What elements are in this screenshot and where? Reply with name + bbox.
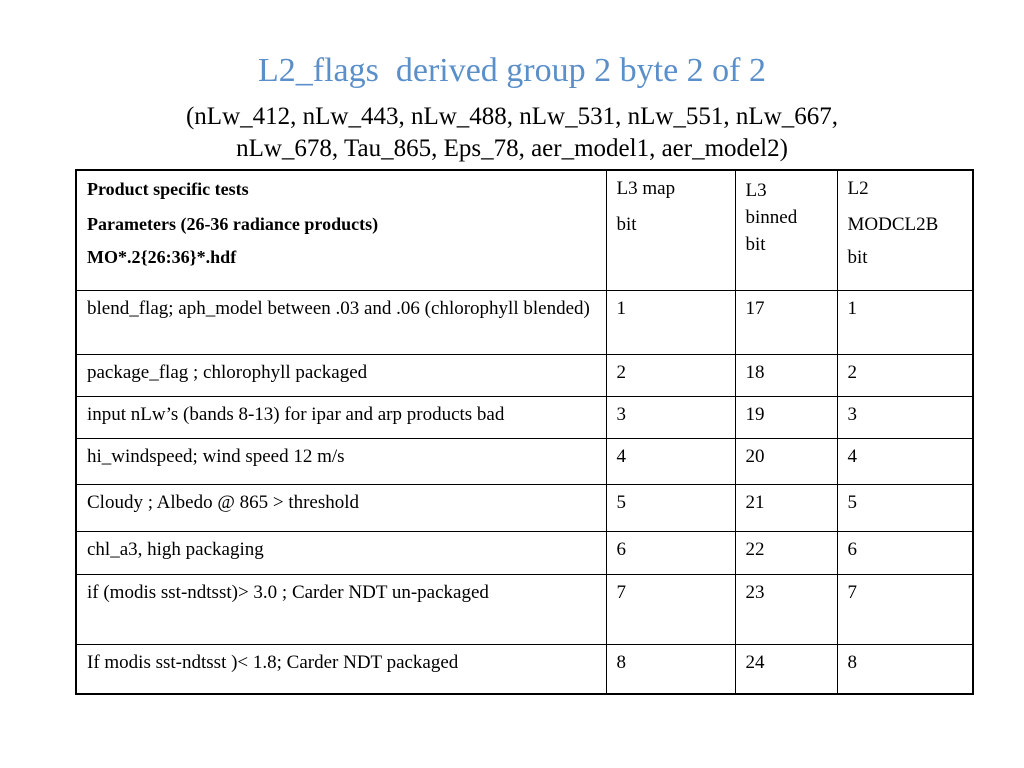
cell-l3-binned-bit: 22 xyxy=(735,531,837,574)
cell-test: input nLw’s (bands 8-13) for ipar and arp products bad xyxy=(76,396,606,438)
header-file-pattern-line: MO*.2{26:36}*.hdf xyxy=(87,247,237,267)
header-l2-modcl2b xyxy=(837,170,973,290)
header-product-tests-line: Product specific tests xyxy=(87,179,249,199)
cell-test: package_flag ; chlorophyll packaged xyxy=(76,354,606,396)
cell-l3-binned-bit: 23 xyxy=(735,574,837,644)
cell-l3-binned-bit: 24 xyxy=(735,644,837,694)
header-l3-binned xyxy=(735,170,837,290)
table-header-row xyxy=(76,170,973,290)
cell-l3-map-bit: 4 xyxy=(606,438,735,484)
table-row xyxy=(76,290,973,354)
table-row xyxy=(76,644,973,694)
header-product-tests xyxy=(76,170,606,290)
cell-l3-binned-bit: 19 xyxy=(735,396,837,438)
cell-l3-map-bit: 1 xyxy=(606,290,735,354)
cell-l2-bit: 2 xyxy=(837,354,973,396)
flags-table xyxy=(75,169,974,695)
cell-l2-bit: 3 xyxy=(837,396,973,438)
header-l3-map-line-2: bit xyxy=(616,214,637,235)
header-l2-line-3: bit xyxy=(847,247,868,268)
cell-l2-bit: 1 xyxy=(837,290,973,354)
cell-test: if (modis sst-ndtsst)> 3.0 ; Carder NDT un-packaged xyxy=(76,574,606,644)
header-l3-map xyxy=(606,170,735,290)
cell-l3-map-bit: 6 xyxy=(606,531,735,574)
header-l3-binned-line-1: L3 xyxy=(745,180,767,201)
cell-test: chl_a3, high packaging xyxy=(76,531,606,574)
cell-l3-map-bit: 7 xyxy=(606,574,735,644)
cell-l2-bit: 8 xyxy=(837,644,973,694)
table-row xyxy=(76,438,973,484)
cell-l2-bit: 4 xyxy=(837,438,973,484)
cell-l3-binned-bit: 18 xyxy=(735,354,837,396)
cell-test: If modis sst-ndtsst )< 1.8; Carder NDT packaged xyxy=(76,644,606,694)
header-l3-binned-line-3: bit xyxy=(745,234,766,255)
cell-l2-bit: 6 xyxy=(837,531,973,574)
subtitle-line-1: (nLw_412, nLw_443, nLw_488, nLw_531, nLw_551, nLw_667, xyxy=(185,103,839,130)
table-row xyxy=(76,354,973,396)
cell-l2-bit: 7 xyxy=(837,574,973,644)
cell-l3-binned-bit: 17 xyxy=(735,290,837,354)
cell-l3-map-bit: 5 xyxy=(606,484,735,531)
cell-l3-binned-bit: 20 xyxy=(735,438,837,484)
header-l2-line-1: L2 xyxy=(847,178,869,199)
header-parameters-line: Parameters (26-36 radiance products) xyxy=(87,214,379,234)
header-l2-line-2: MODCL2B xyxy=(847,214,939,235)
cell-l3-map-bit: 3 xyxy=(606,396,735,438)
cell-l2-bit: 5 xyxy=(837,484,973,531)
cell-l3-map-bit: 8 xyxy=(606,644,735,694)
cell-test: Cloudy ; Albedo @ 865 > threshold xyxy=(76,484,606,531)
cell-l3-map-bit: 2 xyxy=(606,354,735,396)
table-row xyxy=(76,484,973,531)
table-row xyxy=(76,531,973,574)
cell-test: blend_flag; aph_model between .03 and .06 (chlorophyll blended) xyxy=(76,290,606,354)
cell-l3-binned-bit: 21 xyxy=(735,484,837,531)
table-row xyxy=(76,574,973,644)
subtitle-line-2: nLw_678, Tau_865, Eps_78, aer_model1, aer_model2) xyxy=(236,135,788,162)
table-row xyxy=(76,396,973,438)
header-l3-map-line-1: L3 map xyxy=(616,178,676,199)
cell-test: hi_windspeed; wind speed 12 m/s xyxy=(76,438,606,484)
slide-title: L2_flags derived group 2 byte 2 of 2 xyxy=(258,52,766,89)
header-l3-binned-line-2: binned xyxy=(745,207,798,228)
slide-subtitle xyxy=(0,101,1024,165)
